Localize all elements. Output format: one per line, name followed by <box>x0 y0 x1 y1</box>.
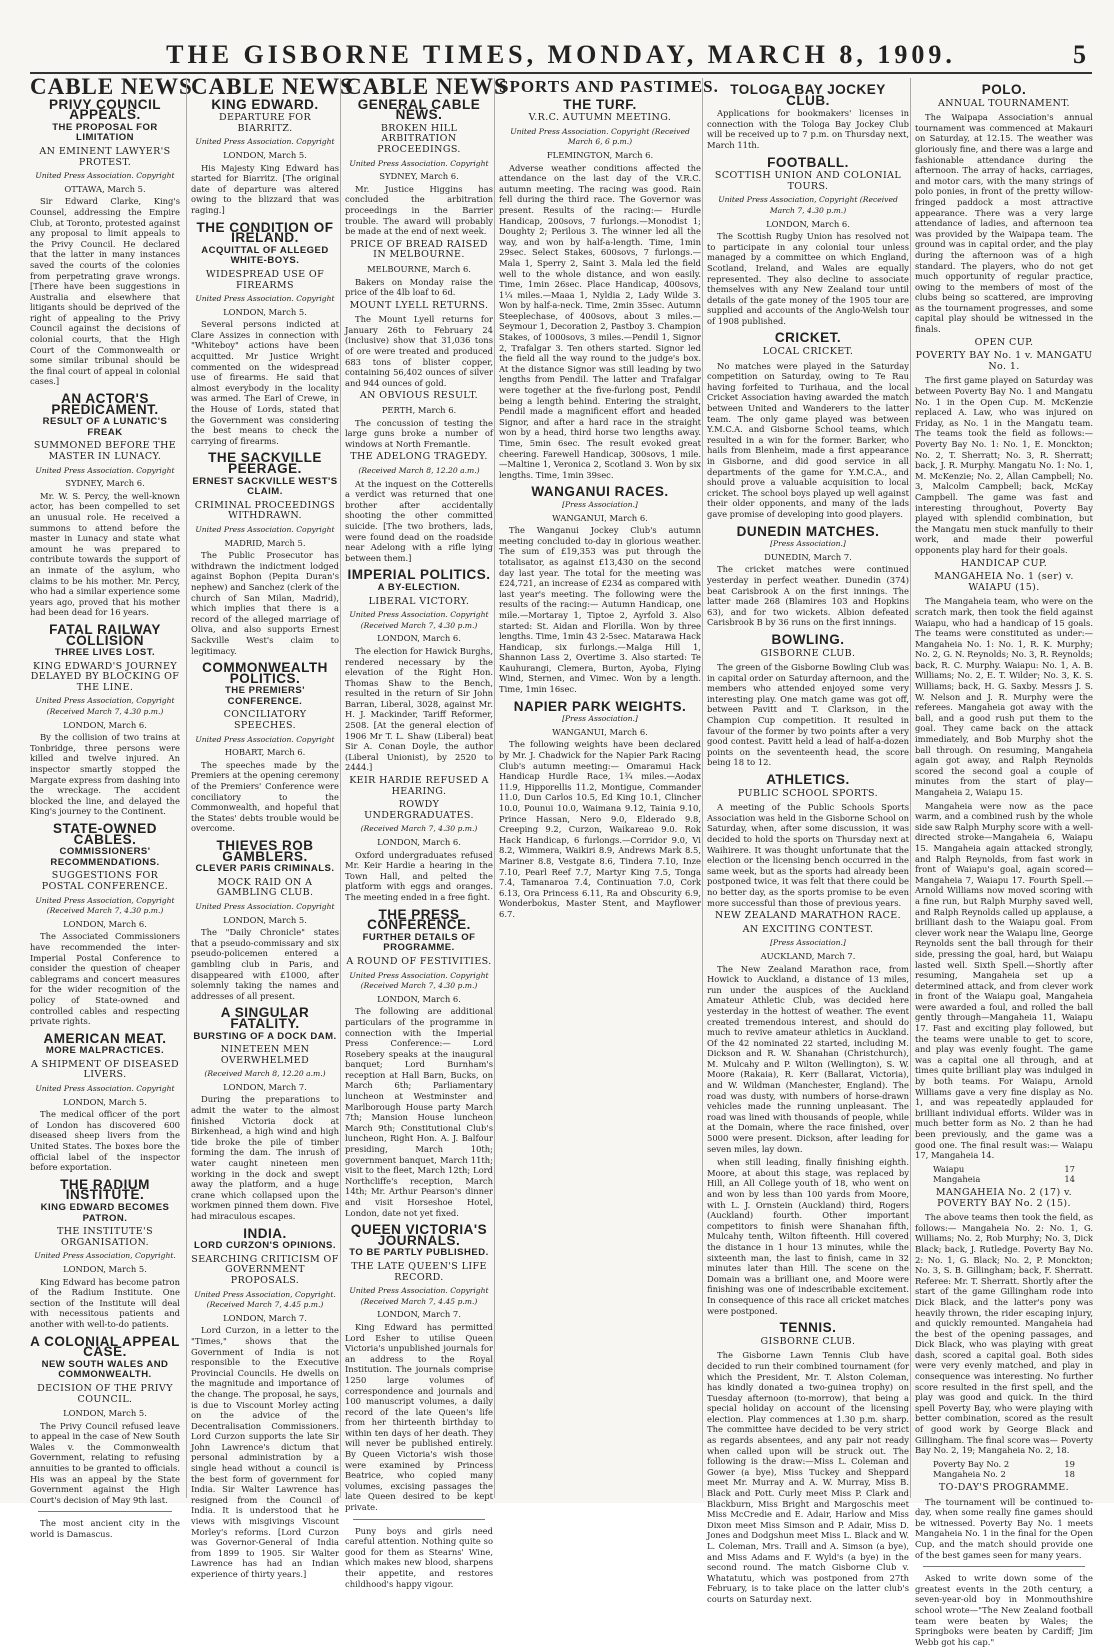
dek: THE INSTITUTE'S ORGANISATION. <box>57 1226 153 1248</box>
dateline: LONDON, March 5. <box>63 1263 147 1274</box>
subheadline: FURTHER DETAILS OF PROGRAMME. <box>362 931 476 954</box>
credit-line: United Press Association. Copyright <box>195 901 335 911</box>
dek: MOCK RAID ON A GAMBLING CLUB. <box>216 876 314 899</box>
credit-line: [Press Association.] <box>562 714 638 724</box>
headline: FATAL RAILWAY COLLISION <box>49 621 161 648</box>
dateline: DUNEDIN, March 7. <box>764 551 852 562</box>
headline: THE TURF. <box>563 96 637 112</box>
subheadline: LORD CURZON'S OPINIONS. <box>193 1240 336 1252</box>
dateline: SYDNEY, March 6. <box>379 171 459 182</box>
divider <box>38 1511 172 1512</box>
section-kicker: CABLE NEWS <box>30 74 193 99</box>
dek: PUBLIC SCHOOL SPORTS. <box>737 787 879 799</box>
dateline: AUCKLAND, March 7. <box>760 950 856 961</box>
article-body: The "Daily Chronicle" states that a pseudo-commissary and six pseudo-policemen entered a gambling club in Paris, and disappeared with £1000, after solemnly taking the names and addresses of all present. <box>191 927 339 1001</box>
dek: WIDESPREAD USE OF FIREARMS <box>205 268 325 291</box>
headline: KING EDWARD. <box>211 96 319 112</box>
subheadline: A BY-ELECTION. <box>377 581 461 593</box>
article-body: The tournament will be continued to-day, when some really fine games should be witnessed. Poverty Bay No. 1 meets Mangaheia No. 1 in the final for the Open Cup, and the match should provide one of the best games seen for many years. <box>915 1496 1093 1560</box>
article-body: No matches were played in the Saturday competition on Saturday, owing to Te Rau having forfeited to Turihaua, and the local Cricket Association having awarded the match between United and Wanderers to the latter team. The only game played was between Y.M.C.A. and Gisborne School teams, which resulted in a win for the former. Barker, who hails from Blenheim, made a first appearance in Gisborne, and did good service in all departments of the game for Y.M.C.A., and should prove a valuable acquisition to local cricket. The school boys played up well against their older opponents, and many of the lads gave promise of developing into good players. <box>707 360 909 519</box>
dateline: LONDON, March 6. <box>377 633 461 644</box>
dateline: FLEMINGTON, March 6. <box>546 149 654 160</box>
subheadline: ERNEST SACKVILLE WEST'S CLAIM. <box>192 475 338 498</box>
team-score: 17 <box>1064 1163 1075 1174</box>
dateline: LONDON, March 5. <box>223 914 307 925</box>
dateline: MELBOURNE, March 6. <box>367 263 471 274</box>
dek: THE LATE QUEEN'S LIFE RECORD. <box>351 1260 487 1283</box>
article-body: The Scottish Rugby Union has resolved not to participate in any colonial tour unless managed by a committee on which England, Scotland, Ireland, and Wales are equally represented. They also decline to associate themselves with any New Zealand tour until details of the gate money of the 1905 tour are supplied and accounts of the Anglo-Welsh tour of 1908 published. <box>707 231 909 326</box>
dek: SCOTTISH UNION AND COLONIAL TOURS. <box>714 170 902 192</box>
dek: OPEN CUP. <box>974 336 1034 348</box>
divider <box>923 1566 1085 1567</box>
credit-line: (Received March 8, 12.20 a.m.) <box>358 466 480 475</box>
article-body: The New Zealand Marathon race, from Howick to Auckland, a distance of 13 miles, run under the auspices of the Auckland Amateur Athletic Club, was decided here yesterday in the hottest of weather. The event created tremendous interest, and should do much to revive amateur athletics in Auckland. Of the 42 nominated 22 started, including M. Dickson and R. W. Shanahan (Christchurch), M. Mulcahy and P. Wilton (Wellington), S. W. Moore (Rakaia), R. Kerr (Ballarat, Victoria), and W. Wildman (Manchester, England). The road was dusty, with numbers of horse-drawn vehicles made the running unpleasant. The road was lined with thousands of people, while at the Domain, where the race finished, over 5000 were present. Dickson, after leading for seven miles, lay down. <box>707 963 909 1154</box>
result-row <box>915 1459 1093 1470</box>
article-body: The concussion of testing the large guns broke a number of windows at North Fremantle. <box>345 417 493 449</box>
dateline: LONDON, March 6. <box>377 837 461 847</box>
team-name: Waiapu <box>933 1163 965 1174</box>
dateline: LONDON, March 6. <box>377 993 461 1004</box>
subheadline: NEW SOUTH WALES AND COMMONWEALTH. <box>41 1358 169 1381</box>
headline: DUNEDIN MATCHES. <box>736 523 880 539</box>
credit-line: (Received March 8, 12.20 a.m.) <box>204 1069 326 1079</box>
article-body: The speeches made by the Premiers at the opening ceremony of the Premiers' Conference were conciliatory to the Commonwealth, and hopeful that the States' debts trouble would be overcome. <box>191 759 339 834</box>
dek: KING EDWARD'S JOURNEY DELAYED BY BLOCKING OF THE LINE. <box>30 660 180 693</box>
subheadline: ACQUITTAL OF ALLEGED WHITE-BOYS. <box>201 244 329 267</box>
headline: QUEEN VICTORIA'S JOURNALS. <box>350 1222 488 1248</box>
article-body: The following are additional particulars of the programme in connection with the Imperial Press Conference:— Lord Rosebery speaks at the inaugural banquet; Lord Burnham's reception at Hall Barn, Bucks, on March 6th; Parliamentary luncheon at Westminster and Marlborough House party March 7th; Mansion House luncheon March 9th; Constitutional Club's luncheon, Right Hon. A. J. Balfour presiding, March 10th; government banquet, March 11th; visit to the fleet, March 12th; Lord Northcliffe's reception, March 14th; Mr. Arthur Pearson's dinner and visit Horseshoe Hotel, London, date not yet fixed. <box>345 1006 493 1218</box>
dek: GISBORNE CLUB. <box>760 647 856 659</box>
column-6 <box>910 78 1097 1647</box>
dek: THE ADELONG TRAGEDY. <box>350 451 488 463</box>
headline: THIEVES ROB GAMBLERS. <box>216 838 314 864</box>
dek: NEW ZEALAND MARATHON RACE. <box>714 910 901 922</box>
credit-line: United Press Association. Copyright (Received March 7, 4.30 p.m.) <box>349 610 489 630</box>
dek: DEPARTURE FOR BIARRITZ. <box>218 112 312 134</box>
subheadline: THREE LIVES LOST. <box>54 647 156 659</box>
subheadline: THE PROPOSAL FOR LIMITATION <box>52 121 158 144</box>
article-body: His Majesty King Edward has started for Biarritz. [The original date of departure was altered owing to the blizzard that was raging.] <box>191 162 339 215</box>
article-body: Mr. Justice Higgins has concluded the arbitration proceedings in the Barrier trouble. The award will probably be made at the end of next week. <box>345 183 493 237</box>
article-body: During the preparations to admit the water to the almost finished Victoria dock at Birkenhead, a high wind and high tide broke the pile of timber forming the dam. The inrush of water caught nineteen men working in the dock and swept away the platform, and a huge crane which collapsed upon the workmen pinned them down. Five had miraculous escapes. <box>191 1094 339 1221</box>
dateline: LONDON, March 7. <box>377 1309 461 1320</box>
dateline: MADRID, March 5. <box>224 537 306 548</box>
team-name: Mangaheia <box>933 1174 981 1185</box>
headline: COMMONWEALTH POLITICS. <box>202 660 328 686</box>
article-body: The green of the Gisborne Bowling Club was in capital order on Saturday afternoon, and the members who attended enjoyed some very interesting play. One match game was got off, between Pavitt and T. Clarkson, in the Champion Cup competition. It resulted in favour of the former by two points after a very good contest. Pavitt held a lead of half-a-dozen points on the seventeenth head, the score being 18 to 12. <box>707 662 909 768</box>
credit-line: United Press Association, Copyright. (Received March 7, 4.45 p.m.) <box>194 1289 336 1310</box>
article-body: By the collision of two trains at Tonbridge, three persons were killed and twelve injured. An inspector smartly stopped the Margate express from dashing into the wreckage. The accident blocked the line, and delayed the King's journey to the Continent. <box>30 732 180 817</box>
credit-line: United Press Association. Copyright (Received March 7, 4.45 p.m.) <box>349 1286 489 1306</box>
divider <box>353 1519 485 1520</box>
headline: BOWLING. <box>771 631 845 647</box>
credit-line: United Press Association. Copyright <box>35 1084 175 1094</box>
article-body: A meeting of the Public Schools Sports Association was held in the Gisborne School on Saturday, when, after some discussion, it was decided to hold the sports on Thursday next at Waihirere. It was thought unfortunate that the election or the licensing bench occurred in the same week, but as the sports had already been postponed twice, it was felt that there could be no better day, as the sports promise to be even more successful than those of previous years. <box>707 802 909 908</box>
article-body: The following weights have been declared by Mr. J. Chadwick for the Napier Park Racing Club's autumn meeting:— Omaramui Hack Handicap Hurdle Race, 1¾ miles.—Aodax 11.9, Hipporellis 11.2, Montigue, Commander 11.0, Dun Carlos 10.5, Ed King 10.1, Clincher 10.0, Pounui 10.0, Waimana 9.12, Tainia 9.10, Prince Hassan, Nero 9.0, Elderado 9.8, Creeping 9.2, Curzon, Waikareao 9.0. Rok Hack Handicap, 6 furlongs.—Corridor 9.0, Vi 8.2, Wimmera, Waikiri 8.9, Andrews Mark 8.5, Mariner 8.8, Vestgate 8.6, Tindera 7.10, Inze 7.10, Pearl Reef 7.7, Martyr King 7.5, Tonga 7.4, Tamanaroa 7.4, Continuation 7.0, Cork 6.13, Ora Princess 6.11, Ra and Obscurity 6.9, Wonderbokus, Master Stent, and Mayflower 6.7. <box>499 739 701 919</box>
dateline: LONDON, March 7. <box>223 1081 307 1092</box>
dek: GISBORNE CLUB. <box>760 1335 856 1347</box>
headline: STATE-OWNED CABLES. <box>53 821 157 847</box>
result-row <box>915 1469 1093 1480</box>
dek: MOUNT LYELL RETURNS. <box>349 299 489 311</box>
headline: AMERICAN MEAT. <box>43 1030 167 1046</box>
dek: AN OBVIOUS RESULT. <box>359 390 479 402</box>
credit-line: [Press Association.] <box>770 539 846 549</box>
credit-line: United Press Association, Copyright (Received March 7, 4.30 p.m.) <box>35 696 175 717</box>
article-body: Sir Edward Clarke, King's Counsel, addressing the Empire Club, at Toronto, protested against any proposal to limit appeals to the Privy Council. He declared that the latter in many instances saved the courts of the colonies from perpetrating grave wrongs. [There have been suggestions in Australia and elsewhere that litigants should be deprived of the right of appealing to the Privy Council against the decisions of colonial courts, that the High Court of the Commonwealth or some similar tribunal should be the final court of appeal in colonial cases.] <box>30 196 180 387</box>
credit-line: United Press Association, Copyright (Received March 7, 4.30 p.m.) <box>35 895 175 916</box>
dek: A SHIPMENT OF DISEASED LIVERS. <box>30 1058 180 1081</box>
credit-line: United Press Association, Copyright. <box>34 1251 176 1261</box>
article-body: At the inquest on the Cotterells a verdict was returned that one brother after accidentally shooting the other committed suicide. [The two brothers, lads, were found dead on the roadside near Adelong with a rifle lying between them.] <box>345 478 493 563</box>
subheadline: BURSTING OF A DOCK DAM. <box>193 1030 337 1042</box>
credit-line: United Press Association. Copyright <box>195 294 335 304</box>
credit-line: United Press Association. Copyright (Received March 6, 6 p.m.) <box>510 126 690 147</box>
article-body: King Edward has become patron of the Radium Institute. One section of the Institute will deal with necessitous patients and another with well-to-do patients. <box>30 1276 180 1329</box>
page-number: 5 <box>1073 40 1086 69</box>
column-2 <box>186 74 354 1579</box>
headline: GENERAL CABLE NEWS. <box>357 96 481 123</box>
credit-line: United Press Association, Copyright (Received March 7, 4.30 p.m.) <box>718 195 898 215</box>
article-body: Lord Curzon, in a letter to the "Times," shows that the Government of India is not responsible to the Executive Provincial Councils. He dwells on the magnitude and importance of the change. The proposal, he says, is due to Viscount Morley acting on the advice of the Decentralisation Commissioners. Lord Curzon supports the late Sir John Lawrence's dictum that personal administration by a single head without a council is the best form of government for India. Sir Walter Lawrence has resigned from the Council of India. It is understood that he views with misgivings Viscount Morley's reforms. [Lord Curzon was Governor-General of India from 1899 to 1905. Sir Walter Lawrence has had an Indian experience of thirty years.] <box>191 1325 339 1579</box>
dek: MANGAHEIA No. 2 (17) v. POVERTY BAY No. 2 (15). <box>935 1186 1073 1209</box>
article-body: The Mangaheia team, who were on the scratch mark, then took the field against Waiapu, who had a handicap of 15 goals. The teams were constituted as under:— Mangaheia No. 1: No. 1, R. K. Murphy; No. 2, G. N. Reynolds; No. 3, R. Reynolds; back, R. C. Murphy. Waiapu: No. 1, A. B. Williams; No. 2, E. T. Wilder; No. 3, K. S. Williams; back, H. G. Saxby. Messrs J. S. W. Nelson and J. R. Murphy were the referees. Mangaheia got away with the ball, and a good rush put them to the goal. They came back on the attack immediately, and Bob Murphy shot the ball through. On resuming, Mangaheia again got away, and Ralph Reynolds scored the second goal a couple of minutes from the start of play—Mangaheia 2, Waiapu 15. <box>915 596 1093 797</box>
article-body: Applications for bookmakers' licenses in connection with the Tologa Bay Jockey Club will be received up to 7 p.m. on Thursday next, March 11th. <box>707 108 909 150</box>
article-body: The cricket matches were continued yesterday in perfect weather. Dunedin (374) beat Carisbrook A on the first innings. The latter made 268 (Blamires 103 and Hopkins 63), and for two wickets. Albion defeated Carisbrook B by 36 runs on the first innings. <box>707 564 909 628</box>
headline: NAPIER PARK WEIGHTS. <box>513 698 687 714</box>
dateline: LONDON, March 6. <box>63 918 147 929</box>
article-body: when still leading, finally finishing eighth. Moore, at about this stage, was replaced by Hill, an All College youth of 18, who went on and won by less than 100 yards from Moore, with L. J. Ornstein (Auckland) third, Rogers (Auckland) fourth. Other important competitors to finish were Shanahan fifth, Mulcahy tenth, Wilton fifteenth. Hill covered the distance in 1 hour 13 minutes, while the sixteenth man, the last to finish, came in 32 minutes later than Hill. The scene on the Domain was a brilliant one, and Moore were finishing was one of indescribable excitement. In consequence of this race all cricket matches were postponed. <box>707 1157 909 1316</box>
credit-line: United Press Association. Copyright <box>35 465 175 475</box>
subheadline: MORE MALPRACTICES. <box>45 1045 165 1057</box>
dateline: LONDON, March 5. <box>223 306 307 317</box>
article-body: The election for Hawick Burghs, rendered necessary by the elevation of the Right Hon. Thomas Shaw to the Bench, resulted in the return of Sir John Barran, Liberal, 3028, against Mr. H. J. Mackinder, Tariff Reformer, 2508. [At the general election of 1906 Mr T. L. Shaw (Liberal) beat Sir A. Conan Doyle, the author (Liberal Unionist), by 2520 to 2444.] <box>345 645 493 773</box>
article-body: The Privy Council refused leave to appeal in the case of New South Wales v. the Commonwealth Government, relating to refusing annuities to be granted to officials. His was an appeal by the State Government against the High Court's decision of May 9th last. <box>30 1420 180 1505</box>
dateline: HOBART, March 6. <box>224 747 306 758</box>
dateline: SYDNEY, March 6. <box>65 478 145 489</box>
article-body: The Mount Lyell returns for January 26th to February 24 (inclusive) show that 31,036 tons of ore were treated and produced 683 tons of blister copper, containing 56,402 ounces of silver and 944 ounces of gold. <box>345 314 493 388</box>
article-body: The above teams then took the field, as follows:— Mangaheia No. 2: No. 1, G. Williams; No. 2, Rob Murphy; No. 3, Dick Black; back, J. Rutledge. Poverty Bay No. 2: No. 1, G. Black; No. 2, P. Monckton; No. 3, S. B. Gillingham; back, F. Sherratt. Referee: Mr. T. Sherratt. Shortly after the start of the game Gillingham rode into Dick Black, and the latter's pony was heavily thrown, the rider escaping injury, and quickly remounted. Mangaheia had the best of the opening passages, and Dick Black, who was playing with great dash, scored a capital goal. Both sides were very evenly matched, and play in consequence was interesting. No further score resulted in the first spell, and the play was good and quick. In the third spell Poverty Bay, who were playing with better combination, scored as the result of good work by George Black and Gillingham. The final score was— Poverty Bay No. 2, 19; Mangaheia No. 2, 18. <box>915 1212 1093 1456</box>
dek: LOCAL CRICKET. <box>762 346 854 358</box>
article-body: The Public Prosecutor has withdrawn the indictment lodged against Bophon (Pepita Duran's nephew) and Sanchez (clerk of the church of San Milan, Madrid), which implies that there is a record of the alleged marriage of Oliva, and also supports Ernest Sackville West's claim to legitimacy. <box>191 550 339 656</box>
team-score: 14 <box>1064 1174 1075 1185</box>
headline: PRIVY COUNCIL APPEALS. <box>48 96 161 123</box>
section-kicker: SPORTS AND PASTIMES. <box>499 77 719 96</box>
credit-line: [Press Association.] <box>562 499 638 509</box>
credit-line: United Press Association. Copyright <box>195 734 335 744</box>
dek: POVERTY BAY No. 1 v. MANGATU No. 1. <box>915 350 1093 372</box>
dek: TO-DAY'S PROGRAMME. <box>938 1482 1070 1493</box>
headline: THE SACKVILLE PEERAGE. <box>208 450 322 476</box>
headline: FOOTBALL. <box>767 154 849 170</box>
dek: SUGGESTIONS FOR POSTAL CONFERENCE. <box>41 870 169 892</box>
dateline: OTTAWA, March 5. <box>64 183 146 194</box>
masthead <box>30 40 1092 74</box>
filler-note: The most ancient city in the world is Damascus. <box>30 1518 180 1540</box>
article-body: Bakers on Monday raise the price of the 4lb loaf to 6d. <box>345 276 493 298</box>
dateline: WANGANUI, March 6. <box>552 512 648 523</box>
filler-note: Asked to write down some of the greatest events in the 20th century, a seven-year-old boy in Monmouthshire school wrote—"The New Zealand football team were beaten by Wales; the Springboks were beaten by Cardiff; Jim Webb got his cap." <box>915 1573 1093 1647</box>
headline: POLO. <box>981 82 1027 97</box>
dek: ROWDY UNDERGRADUATES. <box>364 799 474 821</box>
result-row <box>915 1164 1093 1175</box>
article-body: The Wanganui Jockey Club's autumn meeting concluded to-day in glorious weather. The sum of £19,353 was put through the totalisator, as against £13,430 on the second day last year. The total for the meeting was £24,721, an increase of £234 as compared with last year's meeting. The following were the results of the racing:— Autumn Handicap, one mile.—Mortaray 1, Tiptoe 2, Ayrfold 3. Also started: St. Aidan and Florilla. Won by three lengths. Time, 1min 43 2-5sec. Matarawa Hack Handicap, six furlongs.—Malga Hill 1, Shannon Lass 2, Overtime 3. Also started: Te Kauhurangi, Clemera, Burton, Ayoba, Flying Wind, Sternen, and Vimec. Won by a length. Time, 1min 16sec. <box>499 525 701 695</box>
credit-line: (Received March 7, 4.30 p.m.) <box>360 824 478 834</box>
headline: CRICKET. <box>774 330 842 346</box>
column-1 <box>30 74 193 1540</box>
dateline: LONDON, March 5. <box>63 1408 147 1419</box>
subheadline: RESULT OF A LUNATIC'S FREAK <box>42 416 168 438</box>
headline: INDIA. <box>243 1225 287 1241</box>
dateline: LONDON, March 6. <box>63 719 147 730</box>
headline: THE PRESS CONFERENCE. <box>367 906 471 933</box>
dek: AN EMINENT LAWYER'S PROTEST. <box>39 145 171 168</box>
subheadline: TO BE PARTLY PUBLISHED. <box>349 1247 489 1259</box>
dek: DECISION OF THE PRIVY COUNCIL. <box>37 1382 173 1405</box>
dek: BROKEN HILL ARBITRATION PROCEEDINGS. <box>377 122 461 155</box>
dek: SEARCHING CRITICISM OF GOVERNMENT PROPOSALS. <box>191 1253 339 1286</box>
article-body: The medical officer of the port of London has discovered 600 diseased sheep livers from the United States. The boxes bore the official label of the inspector before exportation. <box>30 1109 180 1173</box>
headline: IMPERIAL POLITICS. <box>347 567 491 583</box>
article-body: Adverse weather conditions affected the attendance on the last day of the V.R.C. autumn meeting. The racing was good. Rain fell during the third race. The Governor was present. Results of the racing:— Hurdle Handicap, 200sovs, 7 furlongs.—Monodist 1; Doughty 2; Perilous 3. The winner led all the way, and won by half-a-length. Time, 1min 29sec. Select Stakes, 600sovs, 7 furlongs.—Mala 1, Sperry 2, Saint 3. Mala led the field well to the whole distance, and won easily. Time, 1min 26sec. Place Handicap, 400sovs, 1¼ miles.—Maaa 1, Nyldia 2, Lady Wilde 3. Won by half-a-neck. Time, 2min 35sec. Autumn Steeplechase, of 400sovs, about 3 miles.—Seymour 1, Decoration 2, Pastboy 3. Champion Stakes, of 1000sovs, 3 miles.—Pendil 1, Signor 2, Trafalgar 3. Ten others started. Signor led the field all the way round to the judge's box. At the distance Signor was still leading by two lengths from Pendil. The latter and Trafalgar were together at the five-furlong post, Pendil being a length behind. Entering the straight, Pendil made a magnificent effort and headed Signor, and after a hard race in the straight won by a head, third horse two lengths away. Time, 5min 6sec. The result evoked great cheering. Farewell Handicap, 300sovs, 1 mile.—Maltine 1, Veronica 2, Scotland 3. Won by six lengths. Time, 1min 39sec. <box>499 162 701 480</box>
team-name: Mangaheia No. 2 <box>933 1469 1006 1480</box>
article-body: The Waipapa Association's annual tournament was commenced at Makauri on Saturday, at 12.15. The weather was gloriously fine, and there was a large and fashionable attendance during the afternoon. The array of hacks, carriages, and motor cars, with the many strings of polo ponies, in front of the pretty willow-fringed paddock a most attractive appearance. There was a very large attendance of ladies, and afternoon tea was provided by the Waipapa team. The ground was in capital order, and the play during the afternoon was of a high standard. The players, who do not get much opportunity of regular practice, owing to the members of most of the clubs being so scattered, are improving as the tournament progresses, and some capital play should be witnessed in the finals. <box>915 112 1093 335</box>
dek: LIBERAL VICTORY. <box>368 595 470 607</box>
credit-line: United Press Association. Copyright (Received March 7, 4.30 p.m.) <box>349 970 489 991</box>
article-body: King Edward has permitted Lord Esher to utilise Queen Victoria's unpublished journals for an address to the Royal Institution. The journals comprise 1250 large volumes of correspondence and journals and 100 manuscript volumes, a daily record of the late Queen's life from her thirteenth birthday to within ten days of her death. They will never be published entirely. By Queen Victoria's wish those were examined by Princess Beatrice, who copied many volumes, excising passages the late Queen desired to be kept private. <box>345 1321 493 1513</box>
subheadline: THE PREMIERS' CONFERENCE. <box>224 685 306 707</box>
dek: ANNUAL TOURNAMENT. <box>938 97 1070 109</box>
article-body: The Associated Commissioners have recommended the inter-Imperial Postal Conference to consider the question of cheaper cablegrams and concert measures for the wider recognition of the policy of State-owned and controlled cables and respecting private rights. <box>30 931 180 1027</box>
dek: AN EXCITING CONTEST. <box>742 923 874 935</box>
result-row <box>915 1174 1093 1185</box>
headline: ATHLETICS. <box>766 772 850 788</box>
headline: AN ACTOR'S PREDICAMENT. <box>51 391 159 417</box>
newspaper-title: THE GISBORNE TIMES, MONDAY, MARCH 8, 1909. <box>166 40 956 69</box>
headline: TOLOGA BAY JOCKEY CLUB. <box>730 82 886 108</box>
article-body: Oxford undergraduates refused Mr. Keir Hardie a hearing in the Town Hall, and pelted the platform with eggs and oranges. The meeting ended in a free fight. <box>345 849 493 902</box>
dateline: LONDON, March 5. <box>63 1096 147 1107</box>
article-body: Mangaheia were now as the pace warm, and a combined rush by the whole side saw Ralph Murphy score with a well-directed stroke—Mangaheia 6, Waiapu 15. Mangaheia again attacked strongly, and Ralph Reynolds, from fast work in front of Waiapu's goal, again scored—Mangaheia 7, Waiapu 17. Fourth Spell.—Arnold Williams now moved scoring with a fine run, but Ralph Murphy saved well, and Ralph Reynolds called up applause, a brilliant dash to the Waiapu goal. From clever work near the Waiapu line, George Reynolds sent the ball through for their side, pressing the goal, hard, but Waiapu lasted well. Sixth Spell.—Shortly after resuming, Mangaheia set up a determined attack, and from clever work in front of the Waiapu goal, Mangaheia were awarded a foul, and rolled the ball gently through—Mangaheia 11, Waiapu 17. Fast and exciting play followed, but the teams were unable to get to score, and play was evenly fought. The game was a capital one all through, and at times quite brilliant play was indulged in by both teams. For Waiapu, Arnold Williams gave a very fine display as No. 1, and was repeatedly applauded for brilliant individual efforts. Wilder was in much better form as No. 2 than he had been previously, and the game was a good one. The final result was:— Waiapu 17, Mangaheia 14. <box>915 800 1093 1161</box>
credit-line: [Press Association.] <box>770 938 846 948</box>
team-score: 18 <box>1064 1469 1075 1480</box>
credit-line: United Press Association. Copyright <box>35 171 175 181</box>
team-score: 19 <box>1064 1458 1075 1469</box>
credit-line: United Press Association. Copyright <box>195 137 335 147</box>
dek: PRICE OF BREAD RAISED IN MELBOURNE. <box>350 238 488 261</box>
subheadline: COMMISSIONERS' RECOMMENDATIONS. <box>50 846 160 868</box>
headline: THE CONDITION OF IRELAND. <box>196 219 334 246</box>
dek: CONCILIATORY SPEECHES. <box>223 709 307 732</box>
article-body: The Gisborne Lawn Tennis Club have decided to run their combined tournament (for which the President, Mr. T. Alston Coleman, has kindly donated a two-guinea trophy) on Tuesday afternoon (to-morrow), that being a special holiday on account of the licensing election. Play commences at 1.30 p.m. sharp. The committee have decided to be very strict as regards absentees, and any pair not ready when called upon will be struck out. The following is the draw:—Miss L. Coleman and Gower (a bye), Miss Tuckey and Sheppard meet Mr. Murray and A. W. Murray, Miss B. Black and Pott. Curly meet Miss P. Clark and Blackburn, Miss Bright and Margoschis meet Miss McCredie and E. Adair, Harlow and Miss Dixon meet Miss Simson and P. Adair, Miss D. Jones and Dodgshun meet Miss L. Black and W. L. Coleman, Mrs. Traill and A. Simson (a bye), and Miss Adams and F. Wyld's (a bye) in the second round. The match Gisborne Club v. Whatatutu, which was postponed from 27th February, is to take place on the latter club's courts on Saturday next. <box>707 1350 909 1604</box>
headline: THE RADIUM INSTITUTE. <box>60 1176 150 1203</box>
column-3 <box>340 74 508 1589</box>
column-4 <box>494 77 719 1498</box>
dateline: PERTH, March 6. <box>381 405 457 416</box>
subheadline: CLEVER PARIS CRIMINALS. <box>195 863 335 875</box>
dateline: LONDON, March 5. <box>223 149 307 160</box>
article-body: Several persons indicted at Clare Assizes in connection with "Whiteboy" actions have been acquitted. Mr Justice Wright commented on the widespread use of firearms. He said that almost everybody in the locality was armed. The Earl of Crewe, in the House of Lords, stated that the Government was considering the best means to check the carrying of firearms. <box>191 319 339 446</box>
dek: A ROUND OF FESTIVITIES. <box>346 955 492 967</box>
credit-line: United Press Association. Copyright <box>195 524 335 534</box>
section-kicker: CABLE NEWS <box>191 74 354 99</box>
advertisement: Puny boys and girls need careful attention. Nothing quite so good for them as Stearns' Wine, which makes new blood, sharpens their appetite, and restores childhood's happy vigour. <box>345 1525 493 1589</box>
team-name: Poverty Bay No. 2 <box>933 1458 1010 1469</box>
headline: A COLONIAL APPEAL CASE. <box>30 1333 180 1360</box>
headline: TENNIS. <box>779 1320 837 1336</box>
dek: MANGAHEIA No. 1 (ser) v. WAIAPU (15). <box>934 571 1074 593</box>
dateline: LONDON, March 7. <box>223 1312 307 1323</box>
article-body: The first game played on Saturday was between Poverty Bay No. 1 and Mangatu No. 1 in the Open Cup. M. McKenzie replaced A. Law, who was injured on Friday, as No. 1 in the Mangatu team. The teams took the field as follows:— Poverty Bay No. 1: No. 1, E. Monckton; No. 2, T. Sherratt; No. 3, R. Sherratt; back, J. R. Murphy. Mangatu No. 1: No. 1, M. McKenzie; No. 2, Allan Campbell; No. 3, Malcolm Campbell; back, McKay Campbell. The game was fast and interesting throughout, Poverty Bay played with splendid combination, but the Mangatu men stuck manfully to their work, and made their powerful opponents play hard for their goals. <box>915 375 1093 555</box>
column-5 <box>702 78 913 1604</box>
subheadline: KING EDWARD BECOMES PATRON. <box>40 1202 170 1224</box>
section-kicker: CABLE NEWS <box>345 74 508 99</box>
headline: A SINGULAR FATALITY. <box>220 1005 310 1031</box>
dateline: WANGANUI, March 6. <box>552 726 648 737</box>
credit-line: United Press Association. Copyright <box>349 158 489 168</box>
dek: CRIMINAL PROCEEDINGS WITHDRAWN. <box>194 499 336 522</box>
dek: KEIR HARDIE REFUSED A HEARING. <box>349 775 489 797</box>
dek: NINETEEN MEN OVERWHELMED <box>220 1044 310 1066</box>
dek: V.R.C. AUTUMN MEETING. <box>528 112 672 124</box>
headline: WANGANUI RACES. <box>531 484 669 500</box>
dateline: LONDON, March 6. <box>766 218 850 229</box>
dek: SUMMONED BEFORE THE MASTER IN LUNACY. <box>33 440 177 462</box>
dek: HANDICAP CUP. <box>960 557 1048 569</box>
article-body: Mr. W. S. Percy, the well-known actor, has been compelled to set an unusual role. He received a summons to attend before the master in Lunacy and state what amount he was prepared to contribute towards the support of an inmate of the asylum, who claims to be his mother. Mr. Percy, who had a similar experience some years ago, proved that his mother had been dead for 16 years. <box>30 490 180 618</box>
